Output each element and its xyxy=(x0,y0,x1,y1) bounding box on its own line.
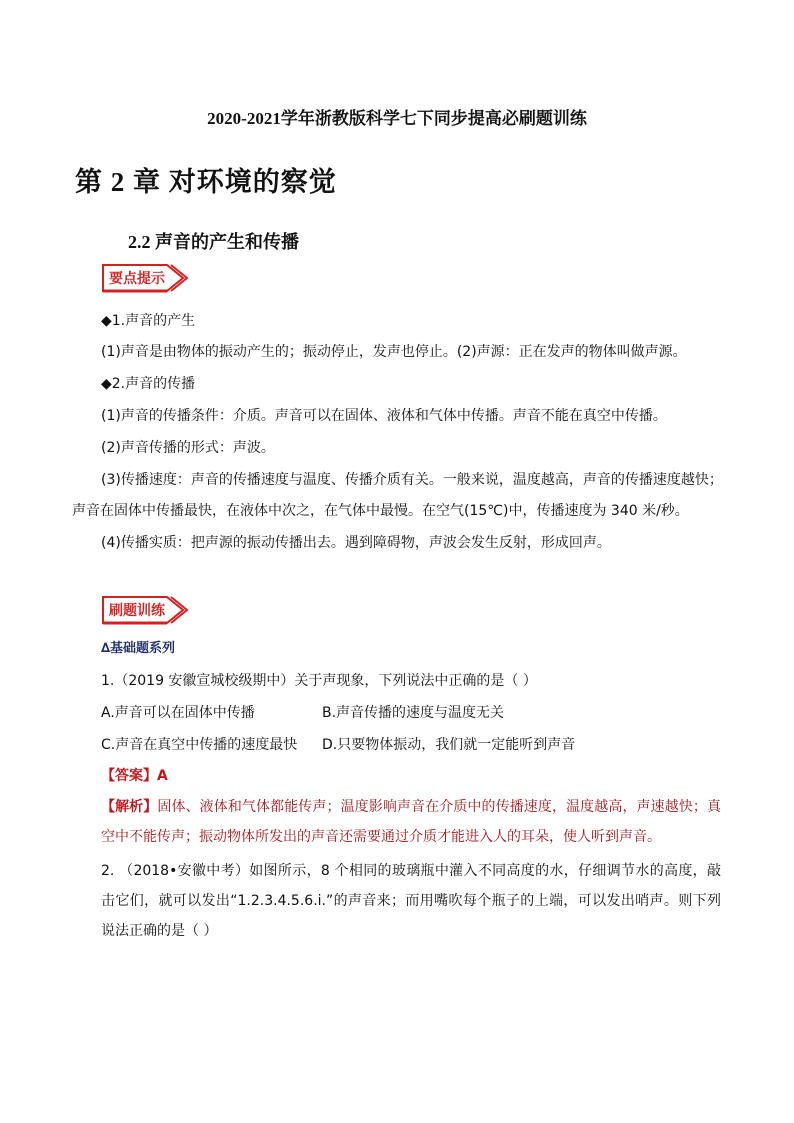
question-1-stem: 1.（2019 安徽宣城校级期中）关于声现象，下列说法中正确的是（ ） xyxy=(101,673,537,689)
series-heading: ∆基础题系列 xyxy=(101,641,176,656)
point-line-8: (4)传播实质：把声源的振动传播出去。遇到障碍物，声波会发生反射，形成回声。 xyxy=(101,535,611,551)
exercises-label: 刷题训练 xyxy=(109,603,165,619)
question-1-answer xyxy=(101,766,168,786)
exercises-badge xyxy=(101,594,189,624)
point-line-1: ◆1.声音的产生 xyxy=(101,313,196,329)
question-1-option-b: B.声音传播的速度与温度无关 xyxy=(322,705,505,721)
document-title: 2020-2021学年浙教版科学七下同步提高必刷题训练 xyxy=(207,109,587,128)
point-line-4: (1)声音的传播条件：介质。声音可以在固体、液体和气体中传播。声音不能在真空中传播。 xyxy=(101,408,667,424)
analysis-label: 【解析】 xyxy=(101,799,158,815)
analysis-text: 固体、液体和气体都能传声；温度影响声音在介质中的传播速度，温度越高，声速越快；真空中不能传声；振动物体所发出的声音还需要通过介质才能进入人的耳朵，使人听到声音。 xyxy=(101,799,722,845)
question-1-option-c: C.声音在真空中传播的速度最快 xyxy=(101,737,298,753)
point-line-3: ◆2.声音的传播 xyxy=(101,376,196,392)
question-1-option-d: D.只要物体振动，我们就一定能听到声音 xyxy=(322,737,576,753)
point-line-7: 声音在固体中传播最快，在液体中次之，在气体中最慢。在空气(15℃)中，传播速度为 340 米/秒。 xyxy=(72,503,689,519)
point-line-6: (3)传播速度：声音的传播速度与温度、传播介质有关。一般来说，温度越高，声音的传播速度越快； xyxy=(101,472,723,488)
point-line-2: (1)声音是由物体的振动产生的；振动停止，发声也停止。(2)声源：正在发声的物体叫做声源。 xyxy=(101,344,687,360)
question-1-option-a: A.声音可以在固体中传播 xyxy=(101,705,255,721)
key-points-badge xyxy=(101,262,189,292)
chapter-heading: 第 2 章 对环境的察觉 xyxy=(75,167,337,197)
question-1-analysis xyxy=(101,792,721,852)
question-2-stem: 2. （2018•安徽中考）如图所示，8 个相同的玻璃瓶中灌入不同高度的水，仔细调节水的高度，敲击它们，就可以发出“1.2.3.4.5.6.i.”的声音来；而用嘴吹每个瓶子的上端，可以发出哨声。则下列说法正确的是（ ） xyxy=(101,863,721,939)
answer-value: A xyxy=(157,768,168,784)
key-points-label: 要点提示 xyxy=(109,271,165,287)
section-heading: 2.2 声音的产生和传播 xyxy=(128,232,299,252)
point-line-5: (2)声音传播的形式：声波。 xyxy=(101,440,275,456)
answer-label: 【答案】 xyxy=(101,768,157,784)
